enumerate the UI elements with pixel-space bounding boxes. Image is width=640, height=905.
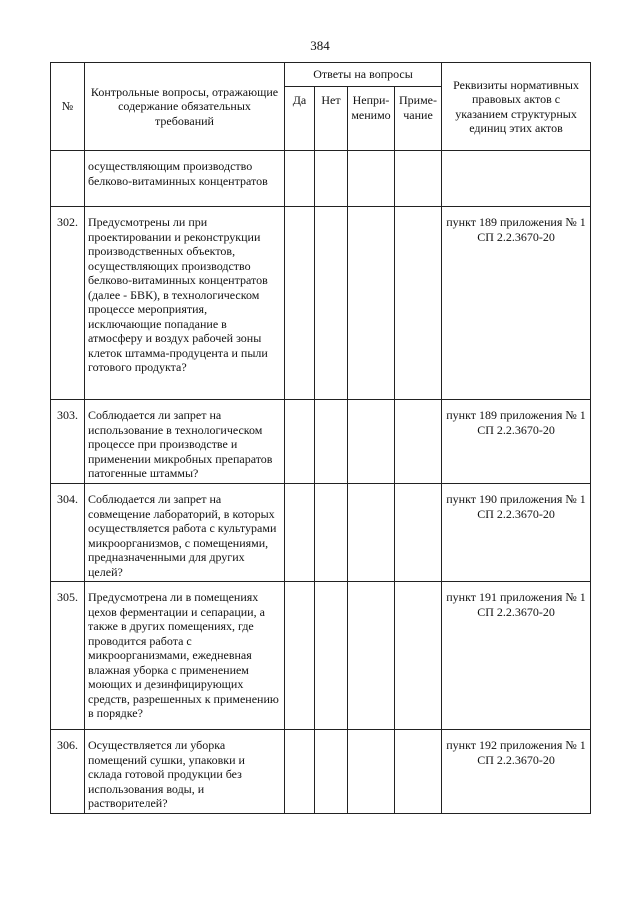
row-number: 306. — [51, 730, 85, 814]
row-number: 304. — [51, 484, 85, 582]
header-answers-group: Ответы на вопросы — [285, 63, 442, 87]
answer-note-cell[interactable] — [395, 730, 442, 814]
answer-na-cell[interactable] — [348, 730, 395, 814]
answer-yes-cell[interactable] — [285, 400, 315, 484]
question-text: Осуществляется ли уборка помещений сушки, упаковки и склада готовой продукции без использования воды, и растворителей? — [85, 730, 285, 814]
answer-no-cell[interactable] — [315, 582, 348, 730]
page-number: 384 — [310, 38, 330, 53]
answer-no-cell[interactable] — [315, 400, 348, 484]
header-no: Нет — [315, 87, 348, 151]
question-text: Предусмотрена ли в помещениях цехов ферментации и сепарации, а также в других помещениях, где проводится работа с микроорганизмами, ежедневная влажная уборка с применением моющих и дезинфицирующих средств, разрешенных к применению в порядке? — [85, 582, 285, 730]
table-row — [51, 207, 591, 400]
table-row — [51, 484, 591, 582]
reference-text: пункт 189 приложения № 1 СП 2.2.3670-20 — [442, 207, 591, 400]
table-row — [51, 582, 591, 730]
answer-yes-cell[interactable] — [285, 582, 315, 730]
table-row — [51, 400, 591, 484]
row-number: 305. — [51, 582, 85, 730]
reference-text: пункт 191 приложения № 1 СП 2.2.3670-20 — [442, 582, 591, 730]
reference-text: пункт 192 приложения № 1 СП 2.2.3670-20 — [442, 730, 591, 814]
checklist-table — [50, 62, 591, 814]
question-text: Соблюдается ли запрет на использование в технологическом процессе при производстве и применении микробных препаратов патогенные штаммы? — [85, 400, 285, 484]
answer-no-cell[interactable] — [315, 484, 348, 582]
reference-text: пункт 190 приложения № 1 СП 2.2.3670-20 — [442, 484, 591, 582]
answer-yes-cell[interactable] — [285, 207, 315, 400]
answer-na-cell[interactable] — [348, 400, 395, 484]
question-text: Соблюдается ли запрет на совмещение лабораторий, в которых осуществляется работа с культурами микроорганизмов, с помещениями, предназначенными для других целей? — [85, 484, 285, 582]
header-yes: Да — [285, 87, 315, 151]
continuation-text: осуществляющим производство белково-витаминных концентратов — [85, 151, 285, 207]
table-row — [51, 730, 591, 814]
continuation-row — [51, 151, 591, 207]
answer-yes-cell[interactable] — [285, 484, 315, 582]
row-number: 302. — [51, 207, 85, 400]
header-questions: Контрольные вопросы, отражающие содержание обязательных требований — [85, 63, 285, 151]
header-requisites: Реквизиты нормативных правовых актов с указанием структурных единиц этих актов — [442, 63, 591, 151]
reference-text: пункт 189 приложения № 1 СП 2.2.3670-20 — [442, 400, 591, 484]
answer-note-cell[interactable] — [395, 582, 442, 730]
answer-note-cell[interactable] — [395, 484, 442, 582]
answer-yes-cell[interactable] — [285, 730, 315, 814]
answer-na-cell[interactable] — [348, 484, 395, 582]
header-num: № — [51, 63, 85, 151]
answer-na-cell[interactable] — [348, 207, 395, 400]
row-number: 303. — [51, 400, 85, 484]
answer-no-cell[interactable] — [315, 730, 348, 814]
answer-no-cell[interactable] — [315, 207, 348, 400]
header-not-applicable: Непри-менимо — [348, 87, 395, 151]
header-note: Приме-чание — [395, 87, 442, 151]
question-text: Предусмотрены ли при проектировании и реконструкции производственных объектов, осуществляющих производство белково-витаминных концентратов (далее - БВК), в технологическом процессе мероприятия, исключающие попадание в атмосферу и воздух рабочей зоны клеток штамма-продуцента и пыли готового продукта? — [85, 207, 285, 400]
answer-note-cell[interactable] — [395, 207, 442, 400]
answer-note-cell[interactable] — [395, 400, 442, 484]
answer-na-cell[interactable] — [348, 582, 395, 730]
